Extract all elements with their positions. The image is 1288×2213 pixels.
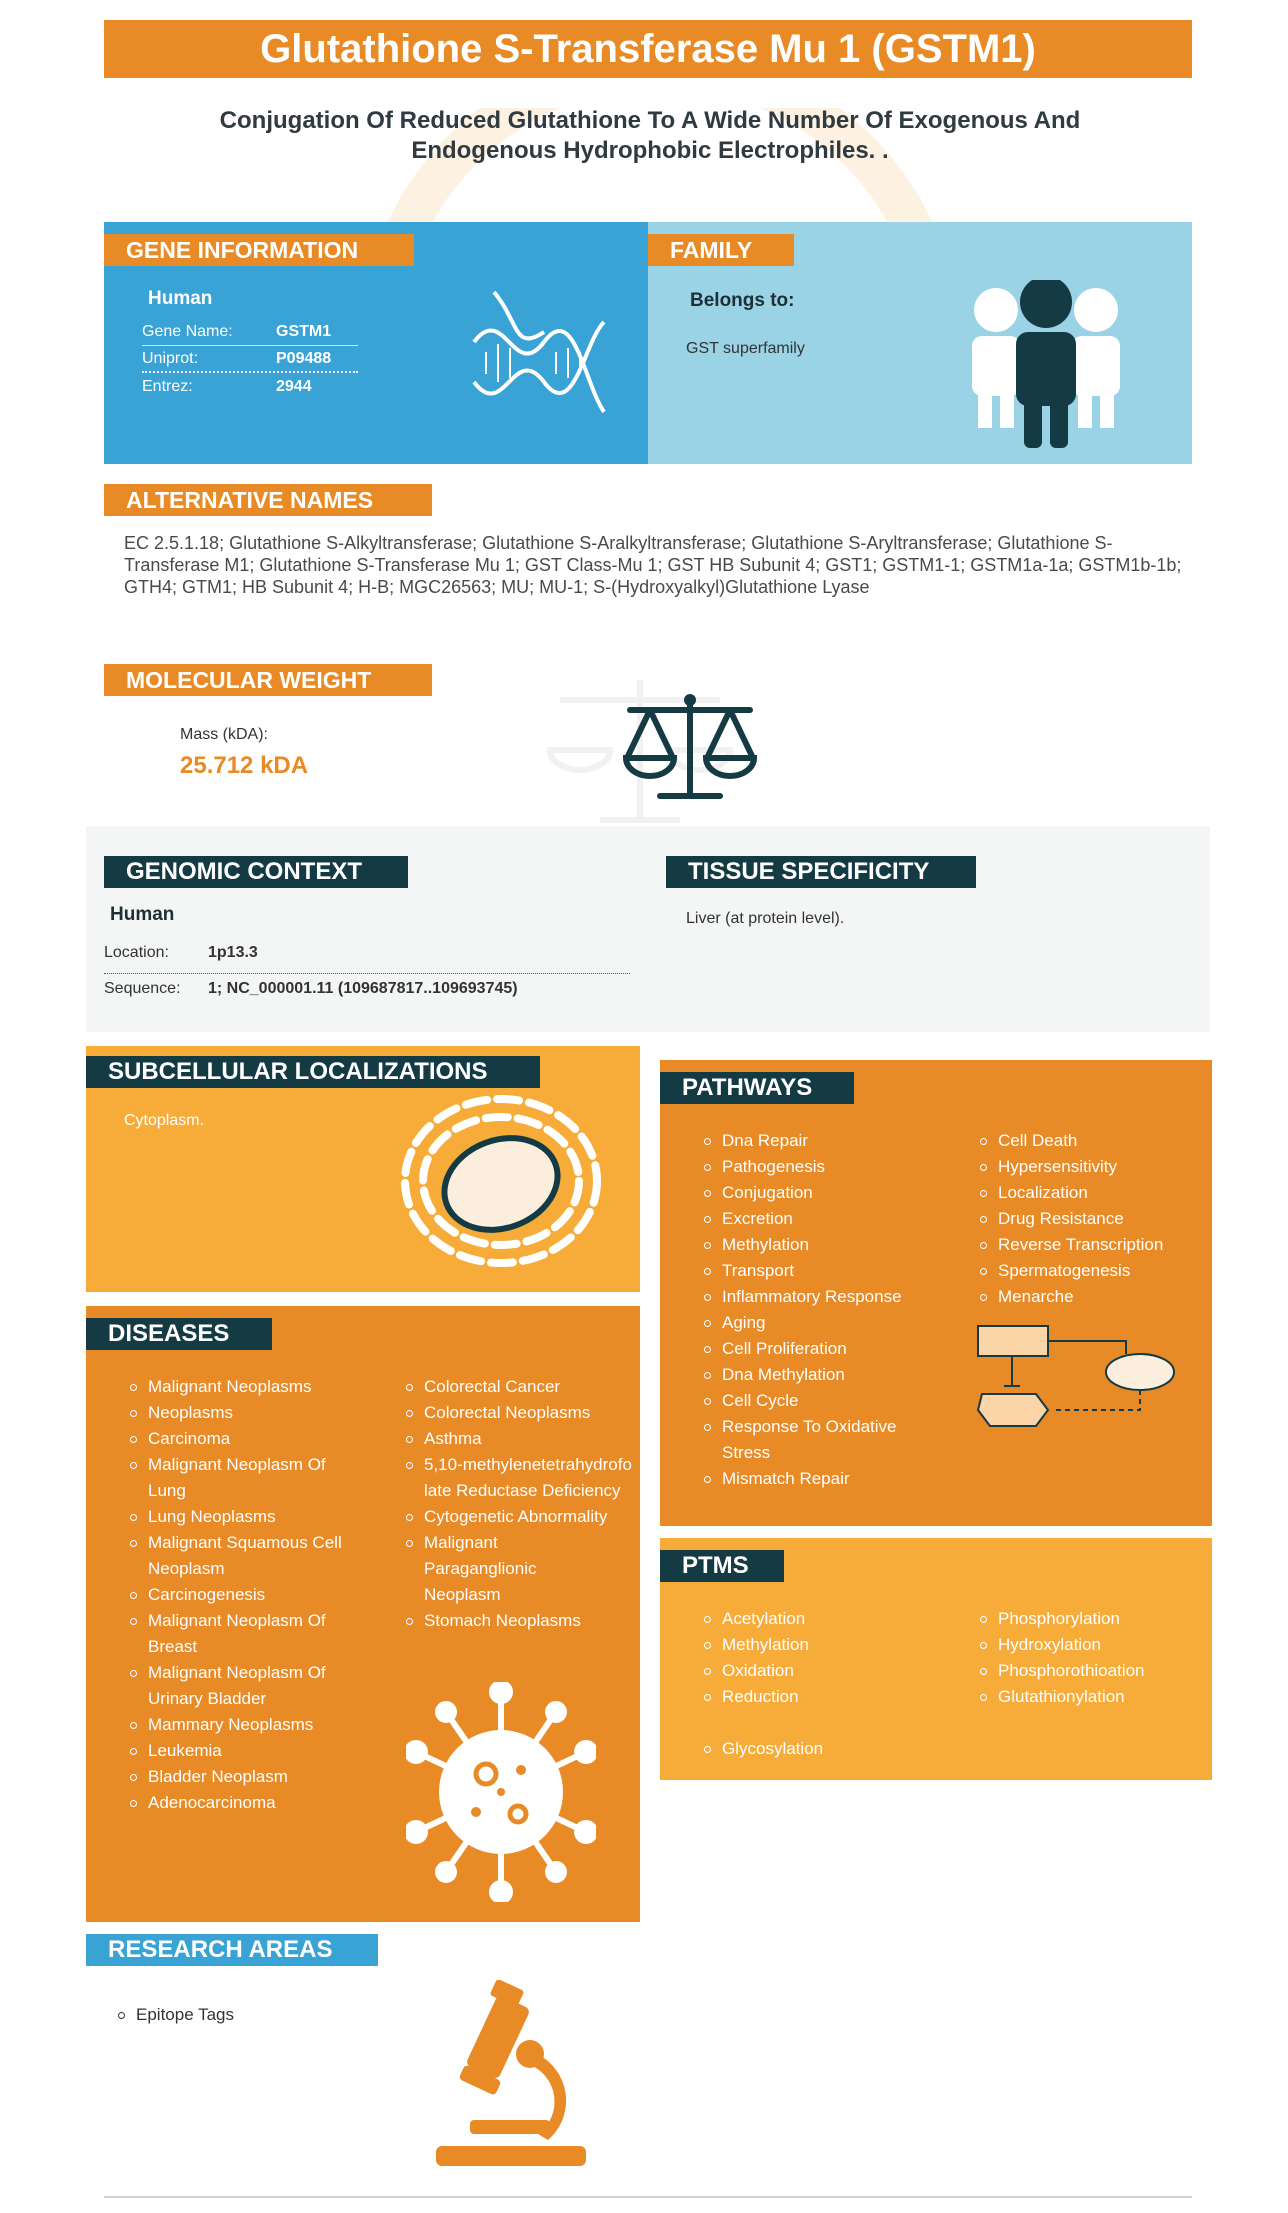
list-item: Neoplasms	[126, 1400, 348, 1426]
family-value: GST superfamily	[686, 340, 805, 357]
list-item: Colorectal Neoplasms	[402, 1400, 632, 1426]
location-key: Location:	[104, 944, 169, 961]
entrez-value[interactable]: 2944	[276, 378, 312, 395]
list-item: Hypersensitivity	[976, 1154, 1206, 1180]
research-areas-label: RESEARCH AREAS	[86, 1934, 378, 1966]
list-item: Drug Resistance	[976, 1206, 1206, 1232]
list-item: Epitope Tags	[114, 2002, 414, 2028]
uniprot-row	[142, 347, 358, 373]
list-item: Malignant Neoplasm Of Urinary Bladder	[126, 1660, 348, 1712]
ptms-list-2	[976, 1606, 1206, 1710]
subcellular-panel	[86, 1046, 640, 1292]
list-item: Malignant Paraganglionic Neoplasm	[402, 1530, 552, 1608]
list-item: Mismatch Repair	[700, 1466, 940, 1492]
gene-information-panel	[104, 222, 648, 464]
family-label: FAMILY	[648, 234, 794, 266]
virus-icon	[406, 1682, 596, 1902]
uniprot-key: Uniprot:	[142, 350, 199, 367]
pathways-panel	[660, 1060, 1212, 1526]
pathway-diagram-icon	[976, 1324, 1176, 1434]
sequence-key: Sequence:	[104, 980, 181, 997]
sequence-value: 1; NC_000001.11 (109687817..109693745)	[208, 980, 518, 997]
list-item: Cytogenetic Abnormality	[402, 1504, 632, 1530]
list-item: Reverse Transcription	[976, 1232, 1206, 1258]
mass-value: 25.712 kDA	[180, 752, 309, 779]
list-item: Spermatogenesis	[976, 1258, 1206, 1284]
tissue-specificity-label: TISSUE SPECIFICITY	[666, 856, 976, 888]
diseases-panel	[86, 1306, 640, 1922]
molecular-weight-label: MOLECULAR WEIGHT	[104, 664, 432, 696]
list-item: Aging	[700, 1310, 940, 1336]
list-item: Phosphorylation	[976, 1606, 1206, 1632]
list-item: Reduction	[700, 1684, 940, 1710]
list-item: Localization	[976, 1180, 1206, 1206]
entrez-row	[142, 375, 358, 401]
list-item: Lung Neoplasms	[126, 1504, 348, 1530]
location-value: 1p13.3	[208, 944, 258, 961]
diseases-list-1	[126, 1374, 348, 1816]
list-item: Carcinogenesis	[126, 1582, 348, 1608]
family-panel	[648, 222, 1192, 464]
ptms-list-1	[700, 1606, 940, 1710]
list-item: Bladder Neoplasm	[126, 1764, 348, 1790]
pathways-label: PATHWAYS	[660, 1072, 854, 1104]
ptms-list-3	[700, 1736, 940, 1762]
cell-icon	[396, 1086, 606, 1276]
microscope-icon	[430, 1980, 600, 2170]
people-icon	[966, 280, 1126, 450]
list-item: Pathogenesis	[700, 1154, 940, 1180]
pathways-list-2	[976, 1128, 1206, 1310]
ptms-label: PTMS	[660, 1550, 784, 1582]
genomic-context-label: GENOMIC CONTEXT	[104, 856, 408, 888]
footer-divider	[104, 2196, 1192, 2198]
gene-organism: Human	[148, 288, 213, 309]
list-item: Oxidation	[700, 1658, 940, 1684]
alternative-names-text: EC 2.5.1.18; Glutathione S-Alkyltransferase; Glutathione S-Aralkyltransferase; Glutathione S-Aryltransferase; Glutathione S-Transferase M1; Glutathione S-Transferase Mu 1; GST Class-Mu 1; GST HB Subunit 4; GST1; GSTM1-1; GSTM1a-1a; GSTM1b-1b; GTH4; GTM1; HB Subunit 4; H-B; MGC26563; MU; MU-1; S-(Hydroxyalkyl)Glutathione Lyase	[124, 533, 1182, 597]
list-item: 5,10-methylenetetrahydrofolate Reductase Deficiency	[402, 1452, 632, 1504]
page-subtitle: Conjugation Of Reduced Glutathione To A Wide Number Of Exogenous And Endogenous Hydrophobic Electrophiles. .	[219, 107, 1081, 164]
list-item: Glycosylation	[700, 1736, 940, 1762]
list-item: Leukemia	[126, 1738, 348, 1764]
subcellular-text: Cytoplasm.	[124, 1112, 205, 1129]
dna-icon	[464, 282, 614, 442]
list-item: Glutathionylation	[976, 1684, 1206, 1710]
list-item: Malignant Neoplasm Of Lung	[126, 1452, 348, 1504]
research-areas-list	[114, 2002, 414, 2028]
list-item: Stomach Neoplasms	[402, 1608, 632, 1634]
list-item: Transport	[700, 1258, 940, 1284]
genomic-organism: Human	[110, 904, 175, 925]
tissue-specificity-text: Liver (at protein level).	[686, 910, 845, 927]
family-belongs-label: Belongs to:	[690, 290, 795, 311]
list-item: Response To Oxidative Stress	[700, 1414, 910, 1466]
list-item: Malignant Squamous Cell Neoplasm	[126, 1530, 348, 1582]
subcellular-label: SUBCELLULAR LOCALIZATIONS	[86, 1056, 540, 1088]
list-item: Cell Death	[976, 1128, 1206, 1154]
alternative-names-label: ALTERNATIVE NAMES	[104, 484, 432, 516]
list-item: Phosphorothioation	[976, 1658, 1206, 1684]
list-item: Carcinoma	[126, 1426, 348, 1452]
list-item: Hydroxylation	[976, 1632, 1206, 1658]
pathways-list-1	[700, 1128, 940, 1492]
list-item: Mammary Neoplasms	[126, 1712, 348, 1738]
list-item: Adenocarcinoma	[126, 1790, 348, 1816]
list-item: Cell Cycle	[700, 1388, 940, 1414]
scale-icon	[620, 690, 760, 805]
list-item: Cell Proliferation	[700, 1336, 940, 1362]
list-item: Conjugation	[700, 1180, 940, 1206]
list-item: Methylation	[700, 1232, 940, 1258]
list-item: Asthma	[402, 1426, 632, 1452]
list-item: Malignant Neoplasm Of Breast	[126, 1608, 348, 1660]
location-row	[104, 942, 630, 974]
list-item: Menarche	[976, 1284, 1206, 1310]
ptms-panel	[660, 1538, 1212, 1780]
list-item: Dna Repair	[700, 1128, 940, 1154]
sequence-row	[104, 978, 630, 1008]
gene-information-label: GENE INFORMATION	[104, 234, 414, 266]
gene-name-key: Gene Name:	[142, 323, 233, 340]
list-item: Dna Methylation	[700, 1362, 940, 1388]
list-item: Colorectal Cancer	[402, 1374, 632, 1400]
page-title: Glutathione S-Transferase Mu 1 (GSTM1)	[104, 20, 1192, 78]
entrez-key: Entrez:	[142, 378, 193, 395]
list-item: Methylation	[700, 1632, 940, 1658]
diseases-list-2	[402, 1374, 632, 1634]
gene-name-row	[142, 320, 358, 346]
list-item: Inflammatory Response	[700, 1284, 940, 1310]
gene-name-value: GSTM1	[276, 323, 332, 340]
list-item: Excretion	[700, 1206, 940, 1232]
diseases-label: DISEASES	[86, 1318, 272, 1350]
list-item: Acetylation	[700, 1606, 940, 1632]
mass-label: Mass (kDA):	[180, 726, 268, 743]
uniprot-value[interactable]: P09488	[276, 350, 332, 367]
list-item: Malignant Neoplasms	[126, 1374, 348, 1400]
